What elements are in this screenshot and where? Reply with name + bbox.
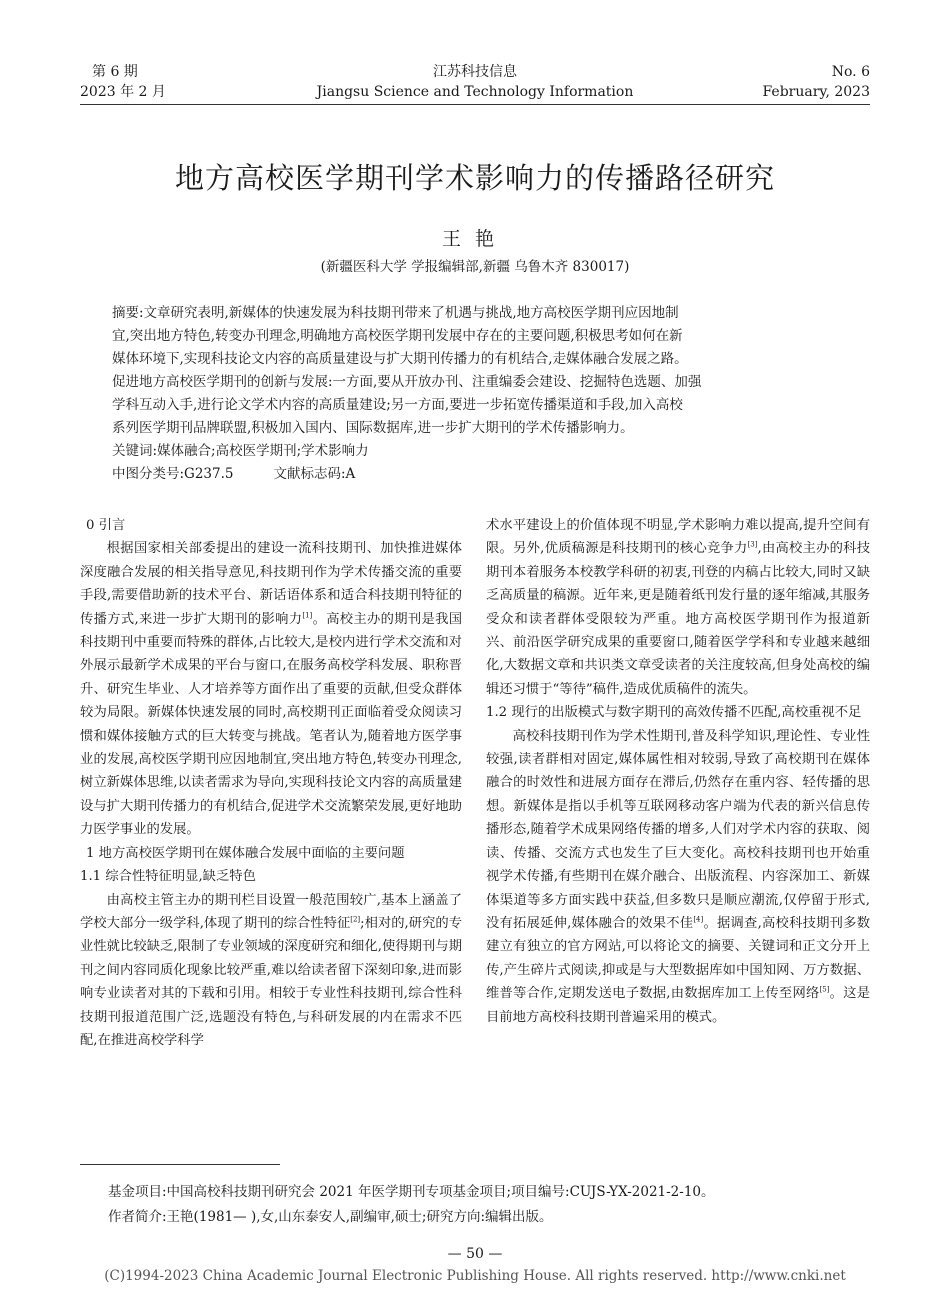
citation-2[interactable]: [2] [350,915,361,924]
header-journal-cn: 江苏科技信息 [433,64,517,80]
footnote-author-bio: 作者简介:王艳(1981— ),女,山东泰安人,副编审,硕士;研究方向:编辑出版。 [108,1209,553,1225]
citation-4[interactable]: [4] [693,915,704,924]
author-affiliation: (新疆医科大学 学报编辑部,新疆 乌鲁木齐 830017) [320,259,630,275]
citation-3[interactable]: [3] [747,540,758,549]
body-left-column [80,514,462,1052]
classification-line [112,463,847,486]
header-issue-cn: 第 6 期 [92,64,138,80]
body-right-column [486,514,870,1029]
paragraph-text: 由高校主管主办的期刊栏目设置一般范围较广,基本上涵盖了学校大部分一级学科,体现了期刊的综合性特征 [80,892,462,931]
abstract-block [112,302,847,486]
paragraph-text: 高校科技期刊作为学术性期刊,普及科学知识,理论性、专业性较强,读者群相对固定,媒体属性相对较弱,导致了高校期刊在媒体融合的时效性和进展方面存在滞后,仍然存在重内容、轻传播的思想。新媒体是指以手机等互联网移动客户端为代表的新兴信息传播形态,随着学术成果网络传播的增多,人们对学术内容的获取、阅读、传播、交流方式也发生了巨大变化。高校科技期刊也开始重视学术传播,有些期刊在媒介融合、出版流程、内容深加工、新媒体渠道等多方面实践中获益,但多数只是顺应潮流,仅停留于形式,没有拓展延伸,媒体融合的效果不佳 [486,728,870,931]
abstract-line: 促进地方高校医学期刊的创新与发展:一方面,要从开放办刊、注重编委会建设、挖掘特色选题、加强 [112,374,702,390]
paragraph-text: 。这是目前地方高校科技期刊普遍采用的模式。 [486,986,871,1025]
paragraph-1-1 [80,889,462,1053]
abstract-line: 宜,突出地方特色,转变办刊理念,明确地方高校医学期刊发展中存在的主要问题,积极思考如何在新 [112,328,683,344]
subsection-heading-1-1: 1.1 综合性特征明显,缺乏特色 [80,869,256,885]
paragraph-1-2 [486,725,870,1029]
paragraph-text: ;相对的,研究的专业性就比较缺乏,限制了专业领域的深度研究和细化,使得期刊与期刊之间内容同质化现象比较严重,难以给读者留下深刻印象,进而影响专业读者对其的下载和引用。相较于专业性科技期刊,综合性科技期刊报道范围广泛,选题没有特色,与科研发展的内在需求不匹配,在推进高校学科学 [80,915,462,1048]
abstract-line: 学科互动入手,进行论文学术内容的高质量建设;另一方面,要进一步拓宽传播渠道和手段,加入高校 [112,397,683,413]
page-number: — 50 — [447,1246,503,1262]
abstract-line: 系列医学期刊品牌联盟,积极加入国内、国际数据库,进一步扩大期刊的学术传播影响力。 [112,420,634,436]
header-rule [80,104,870,105]
article-title: 地方高校医学期刊学术影响力的传播路径研究 [174,161,775,195]
paragraph-text: 根据国家相关部委提出的建设一流科技期刊、加快推进媒体深度融合发展的相关指导意见,科技期刊作为学术传播交流的重要手段,需要借助新的技术平台、新话语体系和适合科技期刊特征的传播方式,来进一步扩大期刊的影响力 [80,541,462,627]
header-issue-en: No. 6 [831,64,870,80]
footnote-rule [80,1164,280,1165]
citation-1[interactable]: [1] [302,611,313,620]
section-heading-1: 1 地方高校医学期刊在媒体融合发展中面临的主要问题 [86,845,405,861]
clc-number: 中图分类号:G237.5 [112,466,234,482]
header-date-cn: 2023 年 2 月 [80,84,166,100]
header-journal-en: Jiangsu Science and Technology Information [316,84,634,100]
header-date-block [762,62,870,102]
paragraph-text: 术水平建设上的价值体现不明显,学术影响力难以提高,提升空间有限。另外,优质稿源是科技期刊的核心竞争力 [486,518,870,557]
paragraph-1-1-cont [486,514,870,701]
footnote-funding: 基金项目:中国高校科技期刊研究会 2021 年医学期刊专项基金项目;项目编号:CUJS-YX-2021-2-10。 [108,1184,715,1200]
document-code: 文献标志码:A [273,466,356,482]
keywords: 关键词:媒体融合;高校医学期刊;学术影响力 [112,443,369,459]
paragraph-text: 。据调查,高校科技期刊多数建立有独立的官方网站,可以将论文的摘要、关键词和正文分开上传,产生碎片式阅读,抑或是与大型数据库如中国知网、万方数据、维普等合作,定期发送电子数据,由数据库加工上传至网络 [486,915,870,1002]
author-name: 王艳 [441,228,508,250]
header-date-en: February, 2023 [762,84,870,100]
section-heading-intro: 0 引言 [86,518,126,533]
abstract-line: 媒体环境下,实现科技论文内容的高质量建设与扩大期刊传播力的有机结合,走媒体融合发展之路。 [112,351,688,367]
subsection-heading-1-2: 1.2 现行的出版模式与数字期刊的高效传播不匹配,高校重视不足 [486,705,862,721]
paragraph-intro [80,537,462,841]
abstract-line: 摘要:文章研究表明,新媒体的快速发展为科技期刊带来了机遇与挑战,地方高校医学期刊应因地制 [112,305,679,321]
citation-5[interactable]: [5] [819,985,830,994]
paragraph-text: ,由高校主办的科技期刊本着服务本校教学科研的初衷,刊登的内稿占比较大,同时又缺乏高质量的稿源。近年来,更是随着纸刊发行量的逐年缩减,其服务受众和读者群体受限较为严重。地方高校医学期刊作为报道新兴、前沿医学研究成果的重要窗口,随着医学学科和专业越来越细化,大数据文章和共识类文章受读者的关注度较高,但身处高校的编辑还习惯于“等待”稿件,造成优质稿件的流失。 [486,541,870,697]
paragraph-text: 。高校主办的期刊是我国科技期刊中重要而特殊的群体,占比较大,是校内进行学术交流和对外展示最新学术成果的平台与窗口,在服务高校学科发展、职称晋升、研究生毕业、人才培养等方面作出了重要的贡献,但受众群体较为局限。新媒体快速发展的同时,高校期刊正面临着受众阅读习惯和媒体接触方式的巨大转变与挑战。笔者认为,随着地方医学事业的发展,高校医学期刊应因地制宜,突出地方特色,转变办刊理念,树立新媒体思维,以读者需求为导向,实现科技论文内容的高质量建设与扩大期刊传播力的有机结合,促进学术交流繁荣发展,更好地助力医学事业的发展。 [80,611,462,838]
copyright-line: (C)1994-2023 China Academic Journal Electronic Publishing House. All rights reserved. http://www.cnki.net [104,1268,846,1284]
